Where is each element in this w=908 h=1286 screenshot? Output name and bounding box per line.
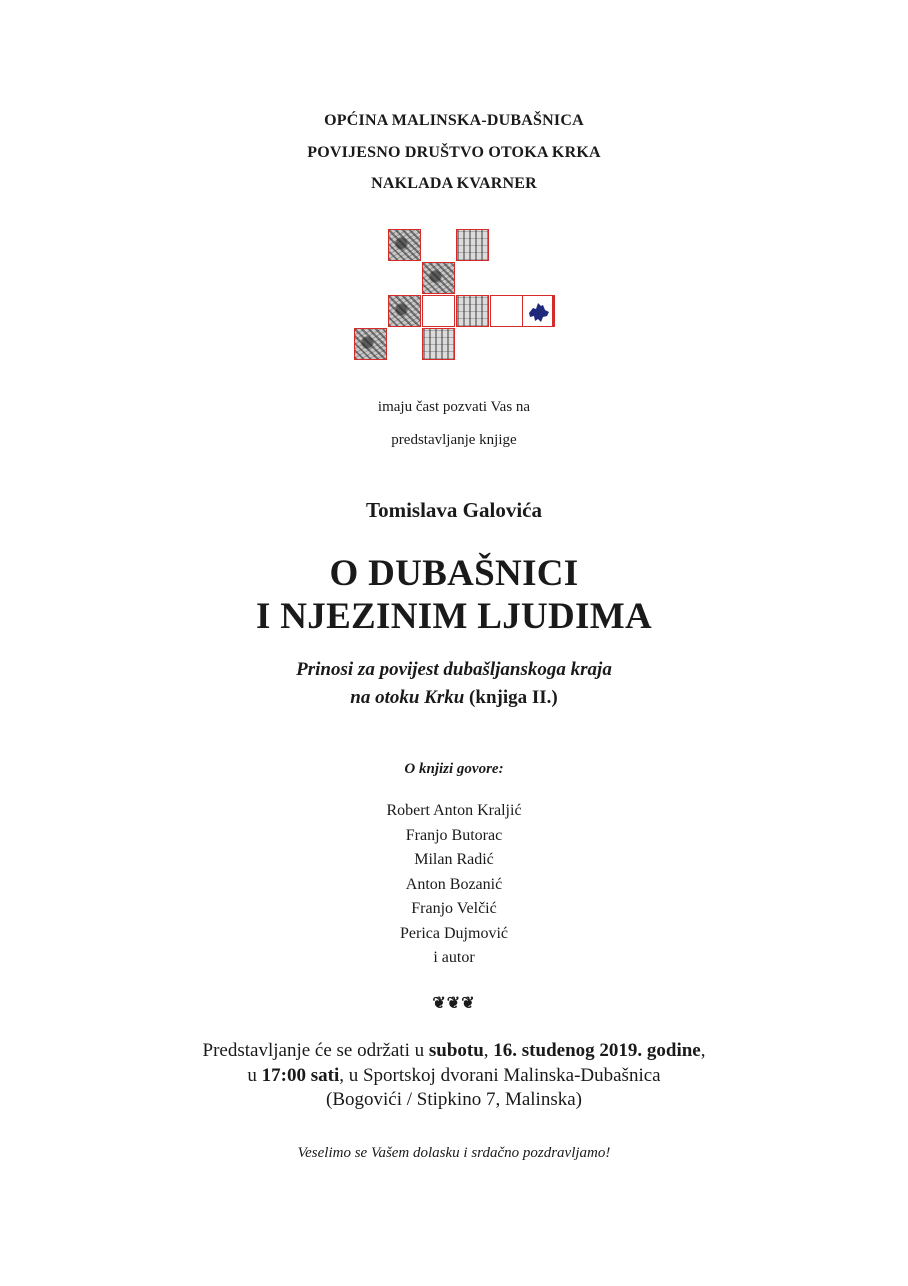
krk-island-map-icon	[526, 299, 552, 325]
subtitle-text-2-italic: na otoku Krku	[350, 687, 465, 708]
closing-greeting: Veselimo se Vašem dolasku i srdačno pozdravljamo!	[297, 1145, 611, 1161]
publisher-logo	[352, 227, 558, 363]
event-day: subotu	[428, 1040, 484, 1061]
subtitle-text-2-plain: (knjiga II.)	[464, 687, 558, 708]
logo-tile-inscription	[422, 328, 455, 360]
event-time: 17:00 sati	[261, 1065, 340, 1086]
logo-tile-relief	[388, 295, 421, 327]
event-text: u	[247, 1065, 262, 1086]
speaker-name: Perica Dujmović	[400, 924, 508, 942]
invitation-line-1: imaju čast pozvati Vas na	[377, 399, 531, 415]
event-address: (Bogovići / Stipkino 7, Malinska)	[326, 1089, 582, 1110]
book-subtitle-line-1	[0, 656, 908, 684]
logo-tile-glagolitic-1	[388, 229, 421, 261]
event-date: 16. studenog 2019. godine	[493, 1040, 701, 1061]
book-author: Tomislava Galovića	[366, 498, 542, 522]
speakers-list	[0, 799, 908, 971]
event-venue: , u Sportskoj dvorani Malinska-Dubašnica	[339, 1065, 661, 1086]
publisher-line-2: POVIJESNO DRUŠTVO OTOKA KRKA	[307, 144, 601, 161]
logo-tile-glagolitic-2	[456, 229, 489, 261]
speaker-name: i autor	[433, 949, 475, 966]
floral-ornament-icon: ❦❦❦	[432, 995, 476, 1012]
speaker-name: Milan Radić	[414, 851, 494, 868]
speaker-name: Robert Anton Kraljić	[386, 802, 522, 819]
book-title-line-1: O DUBAŠNICI	[329, 553, 579, 594]
event-text: ,	[700, 1040, 706, 1061]
subtitle-text-1: Prinosi za povijest dubašljanskoga kraja	[296, 659, 612, 680]
event-text: Predstavljanje će se održati u	[202, 1040, 429, 1061]
event-line-1	[0, 1038, 908, 1063]
speakers-heading: O knjizi govore:	[404, 761, 504, 777]
publisher-line-1: OPĆINA MALINSKA-DUBAŠNICA	[324, 112, 584, 129]
logo-tile-blank	[490, 295, 523, 327]
invitation-line-2: predstavljanje knjige	[391, 432, 517, 448]
logo-tile-map	[522, 295, 555, 327]
event-line-2	[0, 1063, 908, 1088]
event-text: ,	[483, 1040, 494, 1061]
logo-tile-ornament	[422, 262, 455, 294]
logo-tile-empty	[422, 295, 455, 327]
book-subtitle-line-2	[0, 684, 908, 712]
speaker-name: Franjo Velčić	[411, 900, 497, 917]
publisher-line-3: NAKLADA KVARNER	[371, 175, 537, 192]
logo-tile-carving	[354, 328, 387, 360]
logo-tile-script	[456, 295, 489, 327]
speaker-name: Anton Bozanić	[405, 875, 503, 893]
book-title-line-2: I NJEZINIM LJUDIMA	[256, 596, 652, 637]
speaker-name: Franjo Butorac	[405, 826, 503, 844]
